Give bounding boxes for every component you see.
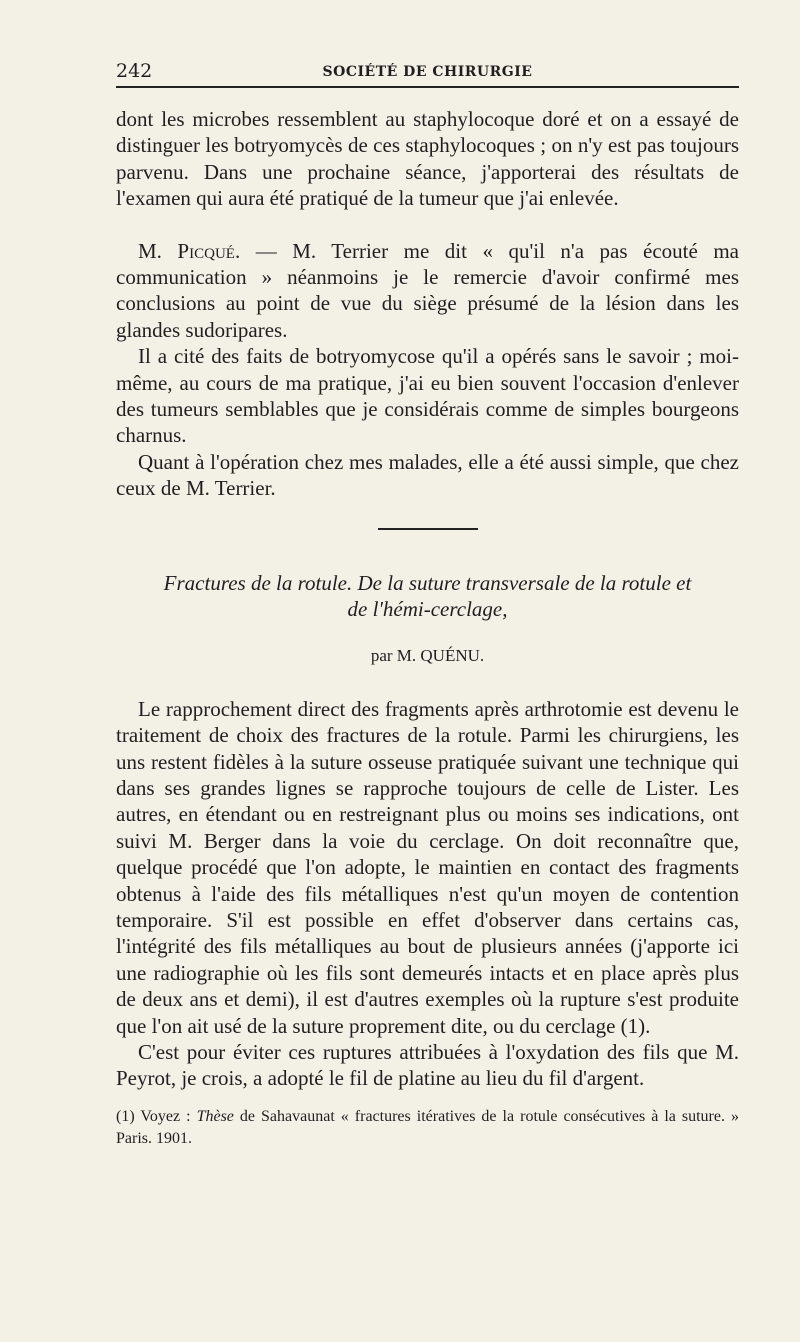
book-page: [116, 56, 739, 1150]
paragraph: Il a cité des faits de botryomycose qu'il a opérés sans le savoir ; moi-même, au cours de ma pratique, j'ai eu bien souvent l'occasion d'enlever des tumeurs semblables que je considérais comme de simples bourgeons charnus.: [116, 344, 739, 448]
footnote: [116, 1106, 739, 1150]
previous-discussion: [116, 106, 739, 502]
speaker-name: M. Picqué.: [138, 238, 241, 263]
paragraph: C'est pour éviter ces ruptures attribuées à l'oxydation des fils que M. Peyrot, je crois, a adopté le fil de platine au lieu du fil d'argent.: [116, 1039, 739, 1091]
footnote-italic: Thèse: [196, 1107, 234, 1125]
speaker-text: — M. Terrier me dit « qu'il n'a pas écouté ma communication » néanmoins je le remercie d'avoir confirmé mes conclusions au point de vue du siège présumé de la lésion dans les glandes sudoripares.: [116, 238, 740, 342]
paragraph-picque: [116, 238, 739, 344]
page-number: 242: [116, 60, 153, 82]
footnote-marker: (1) Voyez :: [116, 1107, 197, 1125]
paragraph: Le rapprochement direct des fragments après arthrotomie est devenu le traitement de choix des fractures de la rotule. Parmi les chirurgiens, les uns restent fidèles à la suture osseuse pratiquée suivant une technique qui dans ses grandes lignes se rapproche toujours de celle de Lister. Les autres, en étendant ou en restreignant plus ou moins ses indications, ont suivi M. Berger dans la voie du cerclage. On doit reconnaître que, quelque procédé que l'on adopte, le maintien en contact des fragments obtenus à l'aide des fils métalliques n'est qu'un moyen de contention temporaire. S'il est possible en effet d'observer dans certains cas, l'intégrité des fils métalliques au bout de plusieurs années (j'apporte ici une radiographie où les fils sont demeurés intacts et en place après plus de deux ans et demi), il est d'autres exemples où la rupture s'est produite que l'on ait usé de la suture proprement dite, ou du cerclage (1).: [116, 696, 739, 1038]
article-title-line: de l'hémi-cerclage,: [347, 596, 508, 621]
running-head: [116, 56, 739, 88]
paragraph: dont les microbes ressemblent au staphylocoque doré et on a essayé de distinguer les botryomycès de ces staphylocoques ; on n'y est pas toujours parvenu. Dans une prochaine séance, j'apporterai des résultats de l'examen qui aura été pratiqué de la tumeur que j'ai enlevée.: [116, 107, 739, 211]
article-title-line: Fractures de la rotule. De la suture transversale de la rotule et: [163, 570, 692, 595]
running-title: SOCIÉTÉ DE CHIRURGIE: [322, 64, 533, 80]
article-body: [116, 696, 739, 1092]
article-byline: par M. QUÉNU.: [370, 645, 485, 665]
section-divider: [378, 528, 478, 530]
footnote-text: de Sahavaunat « fractures itératives de la rotule consécutives à la suture. » Paris. 1901.: [116, 1107, 740, 1147]
paragraph: Quant à l'opération chez mes malades, elle a été aussi simple, que chez ceux de M. Terrier.: [116, 449, 739, 501]
article-title: [116, 570, 739, 622]
